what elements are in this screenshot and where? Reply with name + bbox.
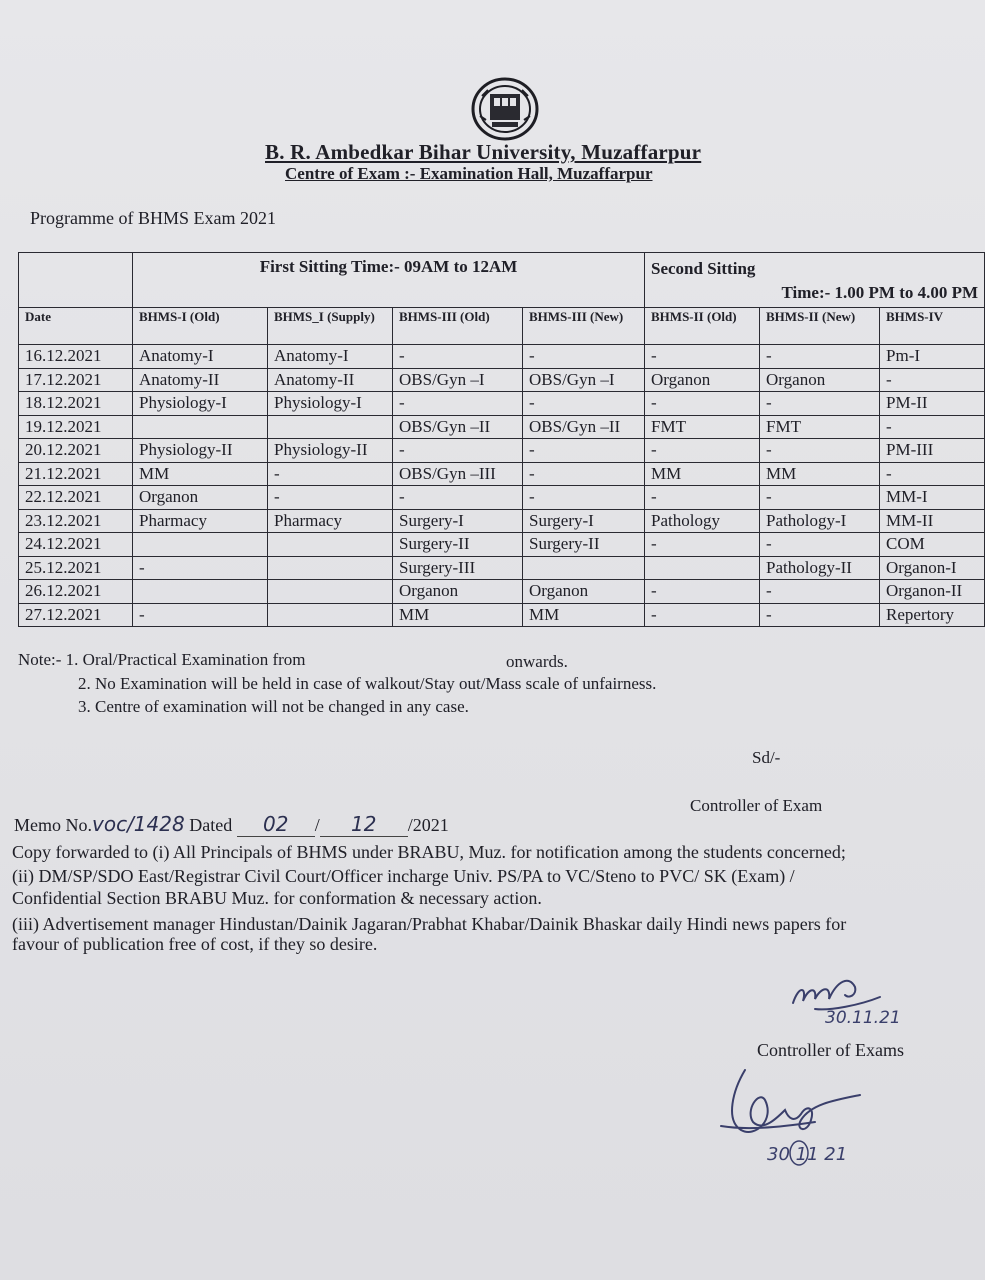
memo-line (14, 812, 449, 837)
subject-cell: Organon (133, 486, 268, 510)
column-header: BHMS-II (Old) (645, 308, 760, 345)
subject-cell: - (645, 580, 760, 604)
subject-cell (268, 556, 393, 580)
subject-cell: OBS/Gyn –I (393, 368, 523, 392)
subject-cell: OBS/Gyn –III (393, 462, 523, 486)
subject-cell: - (760, 603, 880, 627)
university-name: B. R. Ambedkar Bihar University, Muzaffarpur (265, 140, 702, 164)
subject-cell: PM-III (880, 439, 985, 463)
date-cell: 16.12.2021 (19, 345, 133, 369)
second-sitting-title: Second Sitting (651, 259, 756, 278)
subject-cell: - (268, 486, 393, 510)
subject-cell (133, 415, 268, 439)
date-cell: 20.12.2021 (19, 439, 133, 463)
schedule-rows (19, 345, 985, 627)
exam-centre: Centre of Exam :- Examination Hall, Muzaffarpur (285, 164, 653, 183)
subject-cell: Surgery-I (523, 509, 645, 533)
subject-cell: MM-II (880, 509, 985, 533)
date-cell: 27.12.2021 (19, 603, 133, 627)
copy-line-2: (ii) DM/SP/SDO East/Registrar Civil Court/Officer incharge Univ. PS/PA to VC/Steno to PVC/ SK (Exam) / (12, 866, 795, 886)
date-cell: 22.12.2021 (19, 486, 133, 510)
exam-schedule-table (18, 252, 985, 627)
subject-cell: - (880, 368, 985, 392)
subject-cell: Organon (760, 368, 880, 392)
table-header-sittings (19, 253, 985, 308)
table-row (19, 580, 985, 604)
subject-cell: MM (645, 462, 760, 486)
subject-cell (268, 580, 393, 604)
subject-cell: Repertory (880, 603, 985, 627)
subject-cell: Physiology-I (133, 392, 268, 416)
date-cell: 24.12.2021 (19, 533, 133, 557)
subject-cell: - (523, 486, 645, 510)
table-row (19, 439, 985, 463)
subject-cell: Pm-I (880, 345, 985, 369)
copy-line-5: favour of publication free of cost, if they so desire. (12, 934, 378, 954)
controller-of-exams-label: Controller of Exams (757, 1040, 904, 1060)
subject-cell: - (880, 415, 985, 439)
subject-cell: Pharmacy (133, 509, 268, 533)
column-header: Date (19, 308, 133, 345)
subject-cell: Organon-II (880, 580, 985, 604)
subject-cell: - (760, 486, 880, 510)
table-row (19, 392, 985, 416)
signature-1-date: 30.11.21 (825, 1008, 901, 1028)
signature-2-date: 30 11 21 (767, 1144, 848, 1165)
table-row (19, 462, 985, 486)
subject-cell: - (523, 439, 645, 463)
subject-cell: Physiology-II (268, 439, 393, 463)
table-row (19, 603, 985, 627)
subject-cell (268, 533, 393, 557)
column-header: BHMS-III (Old) (393, 308, 523, 345)
subject-cell: - (645, 439, 760, 463)
subject-cell: MM (523, 603, 645, 627)
subject-cell: PM-II (880, 392, 985, 416)
subject-cell: - (880, 462, 985, 486)
subject-cell: - (645, 603, 760, 627)
subject-cell: - (393, 439, 523, 463)
subject-cell: - (760, 345, 880, 369)
table-column-headers (19, 308, 985, 345)
subject-cell: OBS/Gyn –II (523, 415, 645, 439)
memo-month: 12 (350, 812, 377, 836)
subject-cell: - (393, 345, 523, 369)
date-cell: 21.12.2021 (19, 462, 133, 486)
column-header: BHMS-II (New) (760, 308, 880, 345)
subject-cell (133, 533, 268, 557)
subject-cell: - (523, 392, 645, 416)
subject-cell (133, 580, 268, 604)
table-row (19, 345, 985, 369)
subject-cell: Surgery-II (393, 533, 523, 557)
subject-cell: Pathology-I (760, 509, 880, 533)
subject-cell: - (523, 462, 645, 486)
date-separator: / (314, 815, 320, 835)
subject-cell: Anatomy-I (268, 345, 393, 369)
memo-number: voc/1428 (92, 812, 185, 836)
date-cell: 25.12.2021 (19, 556, 133, 580)
subject-cell: Pathology-II (760, 556, 880, 580)
subject-cell: Surgery-II (523, 533, 645, 557)
note-3: 3. Centre of examination will not be changed in any case. (78, 697, 469, 716)
memo-day-blank (237, 812, 315, 837)
subject-cell: - (645, 533, 760, 557)
subject-cell: - (393, 486, 523, 510)
column-header: BHMS-I (Old) (133, 308, 268, 345)
subject-cell: MM (393, 603, 523, 627)
column-header: BHMS-III (New) (523, 308, 645, 345)
subject-cell: Organon (645, 368, 760, 392)
subject-cell: Organon (523, 580, 645, 604)
subject-cell: MM-I (880, 486, 985, 510)
column-header: BHMS-IV (880, 308, 985, 345)
second-sitting-time: Time:- 1.00 PM to 4.00 PM (781, 283, 979, 302)
subject-cell: Pathology (645, 509, 760, 533)
subject-cell: - (645, 345, 760, 369)
subject-cell: Anatomy-I (133, 345, 268, 369)
subject-cell (268, 603, 393, 627)
subject-cell (645, 556, 760, 580)
handwritten-signature-1 (785, 965, 935, 1035)
date-cell: 17.12.2021 (19, 368, 133, 392)
subject-cell: - (760, 580, 880, 604)
subject-cell: MM (760, 462, 880, 486)
column-header: BHMS_I (Supply) (268, 308, 393, 345)
subject-cell: Organon-I (880, 556, 985, 580)
subject-cell: - (760, 439, 880, 463)
university-seal-logo (470, 76, 540, 142)
memo-label: Memo No. (14, 815, 92, 835)
table-row (19, 556, 985, 580)
subject-cell: Physiology-II (133, 439, 268, 463)
memo-dated-label: Dated (189, 815, 233, 835)
subject-cell: COM (880, 533, 985, 557)
subject-cell: MM (133, 462, 268, 486)
subject-cell: Anatomy-II (268, 368, 393, 392)
subject-cell: Pharmacy (268, 509, 393, 533)
date-cell: 23.12.2021 (19, 509, 133, 533)
memo-day: 02 (262, 812, 289, 836)
date-cell: 19.12.2021 (19, 415, 133, 439)
subject-cell: Surgery-III (393, 556, 523, 580)
subject-cell: Organon (393, 580, 523, 604)
subject-cell: Physiology-I (268, 392, 393, 416)
controller-of-exam-label: Controller of Exam (690, 796, 823, 815)
subject-cell: Surgery-I (393, 509, 523, 533)
copy-line-3: Confidential Section BRABU Muz. for conformation & necessary action. (12, 888, 542, 908)
subject-cell: - (645, 486, 760, 510)
note-2: 2. No Examination will be held in case of walkout/Stay out/Mass scale of unfairness. (78, 674, 657, 693)
table-row (19, 533, 985, 557)
subject-cell: - (760, 392, 880, 416)
subject-cell: OBS/Gyn –I (523, 368, 645, 392)
signed-mark: Sd/- (752, 748, 781, 767)
table-row (19, 368, 985, 392)
table-row (19, 486, 985, 510)
programme-title: Programme of BHMS Exam 2021 (30, 208, 276, 228)
subject-cell: FMT (760, 415, 880, 439)
subject-cell: Anatomy-II (133, 368, 268, 392)
subject-cell (268, 415, 393, 439)
subject-cell (523, 556, 645, 580)
table-row (19, 415, 985, 439)
note-1: Note:- 1. Oral/Practical Examination from (18, 650, 306, 669)
copy-line-4: (iii) Advertisement manager Hindustan/Dainik Jagaran/Prabhat Khabar/Dainik Bhaskar daily Hindi news papers for (12, 914, 847, 934)
subject-cell: - (645, 392, 760, 416)
date-cell: 18.12.2021 (19, 392, 133, 416)
memo-year: /2021 (407, 815, 449, 835)
subject-cell: FMT (645, 415, 760, 439)
copy-line-1: Copy forwarded to (i) All Principals of BHMS under BRABU, Muz. for notification among the students concerned; (12, 842, 846, 862)
subject-cell: - (760, 533, 880, 557)
subject-cell: - (393, 392, 523, 416)
subject-cell: - (133, 603, 268, 627)
second-sitting-header (645, 253, 985, 308)
date-cell: 26.12.2021 (19, 580, 133, 604)
memo-month-blank (320, 812, 408, 837)
first-sitting-header: First Sitting Time:- 09AM to 12AM (133, 253, 645, 308)
table-row (19, 509, 985, 533)
subject-cell: OBS/Gyn –II (393, 415, 523, 439)
handwritten-signature-2 (715, 1060, 875, 1170)
subject-cell: - (523, 345, 645, 369)
subject-cell: - (268, 462, 393, 486)
note-1-tail: onwards. (506, 652, 568, 671)
subject-cell: - (133, 556, 268, 580)
header-blank-cell (19, 253, 133, 308)
